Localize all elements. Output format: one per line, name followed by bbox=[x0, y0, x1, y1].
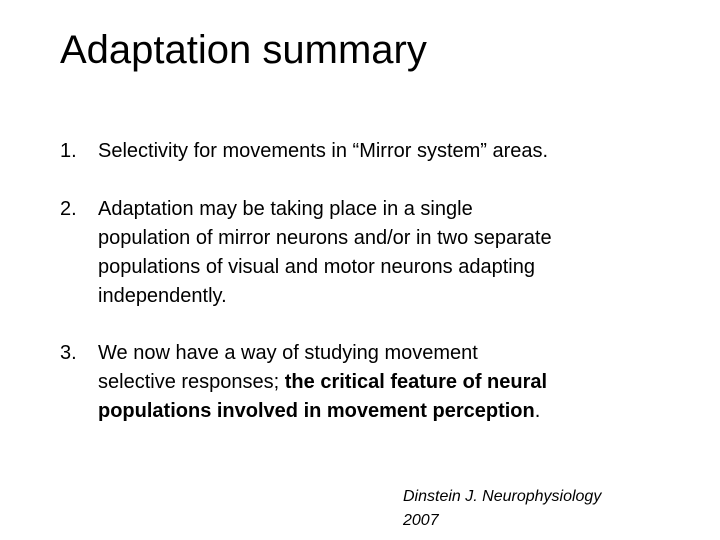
list-item-line bbox=[98, 368, 680, 397]
list-item bbox=[60, 195, 680, 311]
list-item-emphasis: the critical feature of neural bbox=[284, 371, 548, 393]
list-item bbox=[60, 137, 680, 166]
list-item-emphasis: populations involved in movement perception bbox=[98, 400, 535, 422]
list-item-line: independently. bbox=[98, 285, 227, 307]
list-item-plain-text: selective responses; bbox=[98, 371, 285, 393]
list-item-line: populations of visual and motor neurons adapting bbox=[98, 256, 535, 278]
list-item-line: population of mirror neurons and/or in two separate bbox=[98, 227, 552, 249]
citation-year: 2007 bbox=[403, 512, 439, 529]
list-item-line bbox=[98, 397, 680, 426]
list-item-text bbox=[98, 339, 680, 426]
list-item-text bbox=[98, 137, 680, 166]
list-item-line: Selectivity for movements in “Mirror system” areas. bbox=[98, 140, 549, 162]
list-item-text bbox=[98, 195, 680, 311]
list-item-number: 1. bbox=[60, 140, 77, 162]
citation-source: Dinstein J. Neurophysiology bbox=[403, 488, 602, 505]
citation bbox=[403, 485, 601, 533]
list-item-line: We now have a way of studying movement bbox=[98, 342, 478, 364]
list-item-line: Adaptation may be taking place in a single bbox=[98, 198, 473, 220]
list-item bbox=[60, 339, 680, 426]
list-item-plain-text: . bbox=[534, 400, 541, 422]
list-item-number: 3. bbox=[60, 342, 77, 364]
list-item-number: 2. bbox=[60, 198, 77, 220]
slide-title: Adaptation summary bbox=[60, 28, 427, 72]
